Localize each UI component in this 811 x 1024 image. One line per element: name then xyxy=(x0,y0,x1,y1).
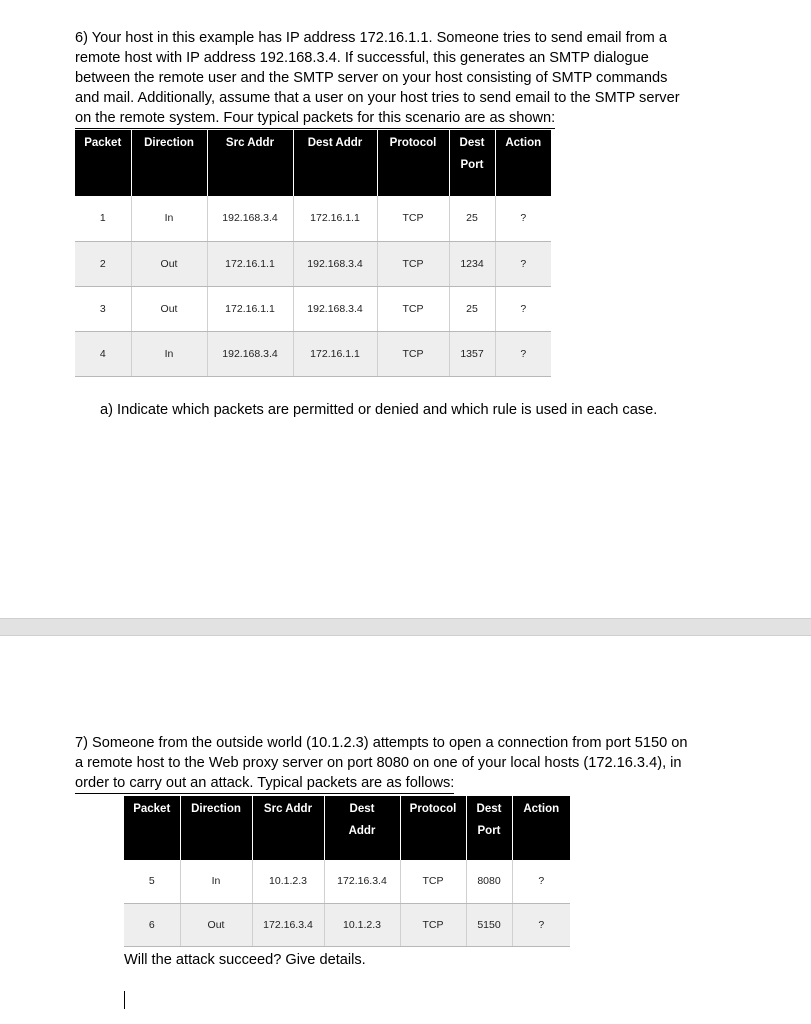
cell-direction: Out xyxy=(131,241,207,286)
cell-packet: 3 xyxy=(75,286,131,331)
col-header-direction: Direction xyxy=(180,796,252,860)
col-header-dest-port: Dest Port xyxy=(449,130,495,196)
cell-dest-addr: 192.168.3.4 xyxy=(293,241,377,286)
cell-direction: In xyxy=(180,860,252,903)
col-header-direction: Direction xyxy=(131,130,207,196)
cell-dest-addr: 172.16.1.1 xyxy=(293,331,377,376)
q7-question: Will the attack succeed? Give details. xyxy=(124,952,366,968)
cell-packet: 5 xyxy=(124,860,180,903)
page-break xyxy=(0,618,811,636)
packet-table-q7 xyxy=(124,796,570,947)
q7-line-3: order to carry out an attack. Typical packets are as follows: xyxy=(75,773,454,794)
cell-dest-port: 8080 xyxy=(466,860,512,903)
cell-packet: 6 xyxy=(124,903,180,946)
q6-line-5: on the remote system. Four typical packets for this scenario are as shown: xyxy=(75,108,555,129)
cell-direction: Out xyxy=(180,903,252,946)
cell-action: ? xyxy=(495,196,551,241)
col-header-packet: Packet xyxy=(124,796,180,860)
cell-dest-port: 25 xyxy=(449,196,495,241)
text-cursor[interactable] xyxy=(124,991,125,1009)
cell-dest-port: 1234 xyxy=(449,241,495,286)
col-header-dest-addr: Dest Addr xyxy=(293,130,377,196)
cell-packet: 4 xyxy=(75,331,131,376)
cell-protocol: TCP xyxy=(377,196,449,241)
col-header-action: Action xyxy=(495,130,551,196)
packet-table-q6 xyxy=(75,130,551,377)
col-header-packet: Packet xyxy=(75,130,131,196)
cell-dest-addr: 172.16.1.1 xyxy=(293,196,377,241)
table-row xyxy=(75,196,551,241)
col-header-dest-port: Dest Port xyxy=(466,796,512,860)
cell-dest-addr: 172.16.3.4 xyxy=(324,860,400,903)
cell-dest-port: 25 xyxy=(449,286,495,331)
q6-part-a: a) Indicate which packets are permitted or denied and which rule is used in each case. xyxy=(100,402,658,418)
cell-direction: In xyxy=(131,331,207,376)
cell-packet: 1 xyxy=(75,196,131,241)
q6-line-3: between the remote user and the SMTP server on your host consisting of SMTP commands xyxy=(75,70,668,86)
cell-src-addr: 172.16.1.1 xyxy=(207,286,293,331)
cell-protocol: TCP xyxy=(377,241,449,286)
cell-direction: In xyxy=(131,196,207,241)
cell-src-addr: 172.16.3.4 xyxy=(252,903,324,946)
q6-line-2: remote host with IP address 192.168.3.4. If successful, this generates an SMTP dialogue xyxy=(75,50,649,66)
cell-packet: 2 xyxy=(75,241,131,286)
cell-action: ? xyxy=(495,286,551,331)
table-row xyxy=(124,903,570,946)
cell-src-addr: 192.168.3.4 xyxy=(207,196,293,241)
q7-line-1: 7) Someone from the outside world (10.1.2.3) attempts to open a connection from port 5150 on xyxy=(75,735,688,751)
col-header-src-addr: Src Addr xyxy=(252,796,324,860)
col-header-protocol: Protocol xyxy=(400,796,466,860)
cell-dest-addr: 10.1.2.3 xyxy=(324,903,400,946)
col-header-src-addr: Src Addr xyxy=(207,130,293,196)
cell-dest-port: 5150 xyxy=(466,903,512,946)
table-row xyxy=(75,331,551,376)
col-header-protocol: Protocol xyxy=(377,130,449,196)
cell-protocol: TCP xyxy=(400,903,466,946)
cell-protocol: TCP xyxy=(400,860,466,903)
question-6-text xyxy=(75,28,680,129)
cell-action: ? xyxy=(495,331,551,376)
table-row xyxy=(75,286,551,331)
question-7-text xyxy=(75,733,687,794)
cell-action: ? xyxy=(512,860,570,903)
col-header-action: Action xyxy=(512,796,570,860)
table-row xyxy=(124,860,570,903)
q6-line-1: 6) Your host in this example has IP address 172.16.1.1. Someone tries to send email from a xyxy=(75,30,667,46)
table-row xyxy=(75,241,551,286)
cell-dest-addr: 192.168.3.4 xyxy=(293,286,377,331)
cell-protocol: TCP xyxy=(377,331,449,376)
cell-direction: Out xyxy=(131,286,207,331)
q7-line-2: a remote host to the Web proxy server on port 8080 on one of your local hosts (172.16.3.4), in xyxy=(75,755,682,771)
cell-protocol: TCP xyxy=(377,286,449,331)
col-header-dest-addr: Dest Addr xyxy=(324,796,400,860)
cell-src-addr: 10.1.2.3 xyxy=(252,860,324,903)
cell-dest-port: 1357 xyxy=(449,331,495,376)
cell-action: ? xyxy=(512,903,570,946)
cell-src-addr: 172.16.1.1 xyxy=(207,241,293,286)
q6-line-4: and mail. Additionally, assume that a user on your host tries to send email to the SMTP server xyxy=(75,90,680,106)
cell-action: ? xyxy=(495,241,551,286)
cell-src-addr: 192.168.3.4 xyxy=(207,331,293,376)
